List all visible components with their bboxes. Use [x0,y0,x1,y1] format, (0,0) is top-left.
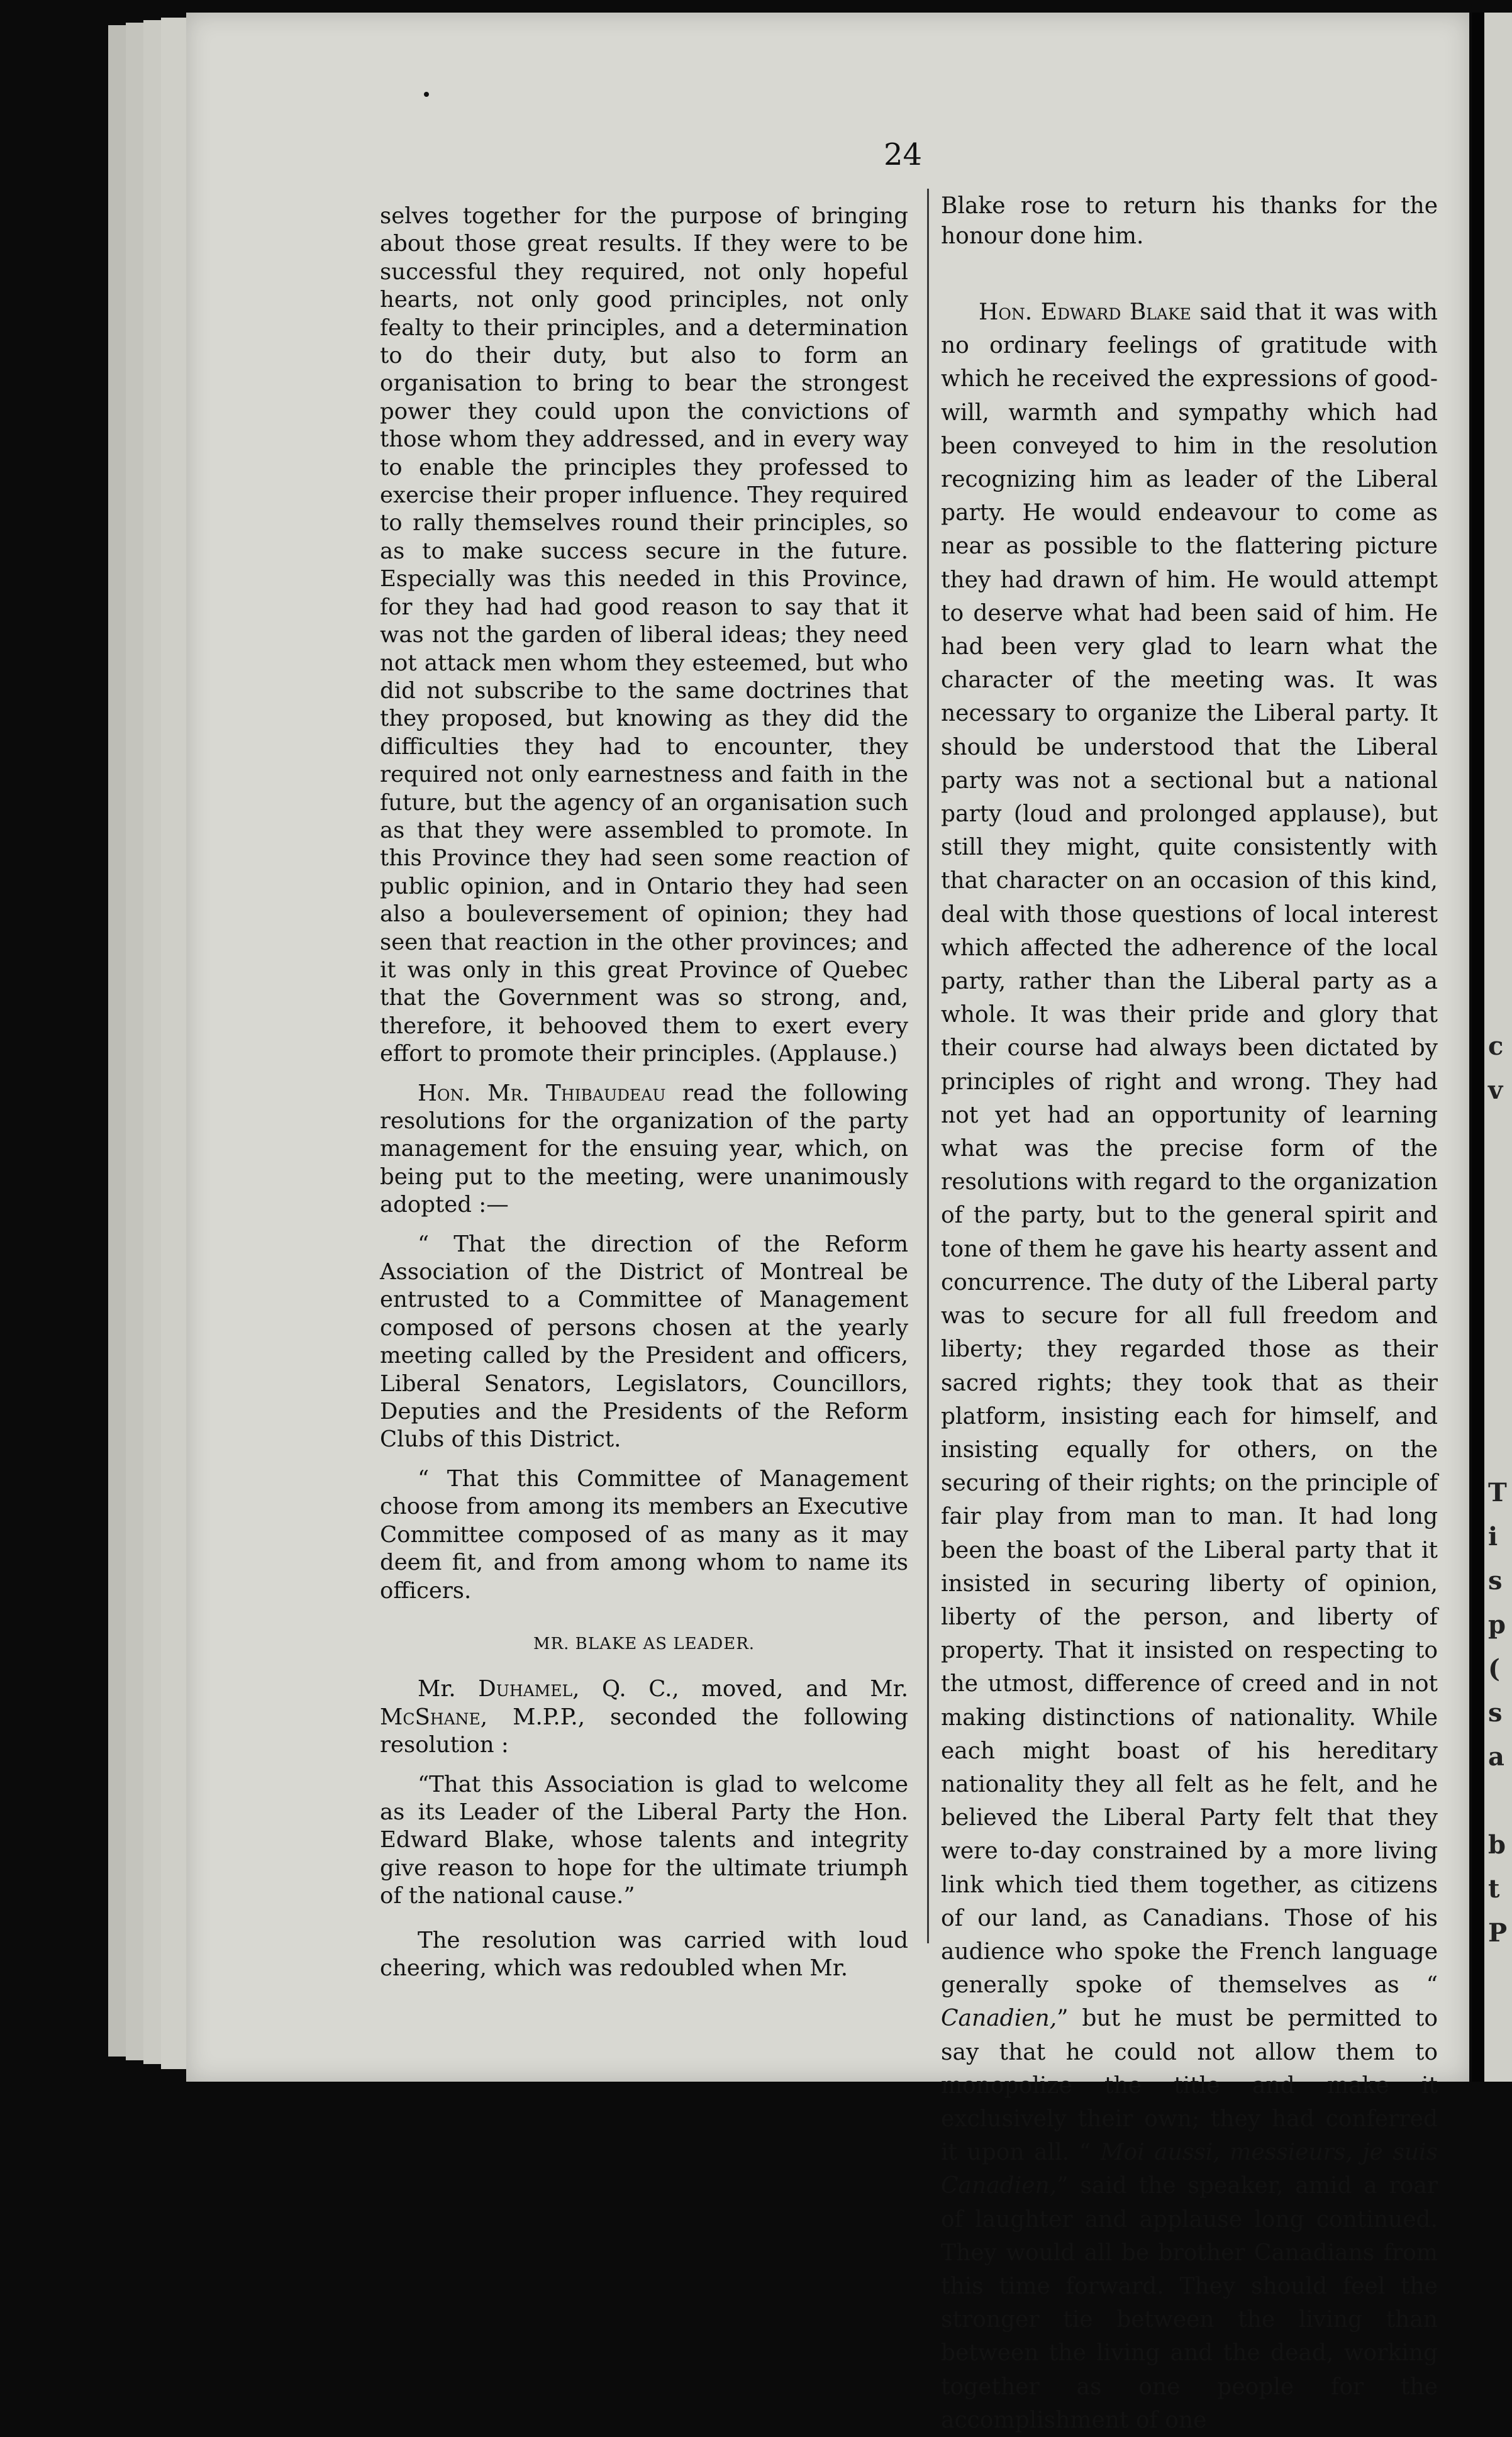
paragraph-text: said that it was with no ordinary feelings of gratitude with which he received the expressions of good-will, warmth and sympathy which had been conveyed to him in the resolution recognizing him as leader of the Liberal party. He would endeavour to come as near as possible to the flattering picture they had drawn of him. He would attempt to deserve what had been said of him. He had been very glad to learn what the character of the meeting was. It was necessary to organize the Liberal party. It should be understood that the Liberal party was not a sectional but a national party (loud and prolonged applause), but still they might, quite consistently with that character on an occasion of this kind, deal with those questions of local interest which affected the adherence of the local party, rather than the Liberal party as a whole. It was their pride and glory that their course had always been dictated by principles of right and wrong. They had not yet had an opportunity of learning what was the precise form of the resolutions with regard to the organization of the party, but to the general spirit and tone of them he gave his hearty assent and concurrence. The duty of the Liberal party was to secure for all full freedom and liberty; they regarded those as their sacred rights; they took that as their platform, insisting each for himself, and insisting equally for others, on the securing of their rights; on the principle of fair play from man to man. It had long been the boast of the Liberal party that it insisted in securing liberty of opinion, liberty of the person, and liberty of property. That it insisted on respecting to the utmost, difference of creed and in not making distinctions of nationality. While each might boast of his hereditary nationality they all felt as he felt, and he believed the Liberal Party felt that they were to-day constrained by a more living link which tied them together, as citizens of our land, as Canadians. Those of his audience who spoke the French language generally spoke of themselves as “ [941,299,1438,1999]
seconder-name: McShane [380,1704,481,1730]
section-heading: MR. BLAKE AS LEADER. [533,1634,755,1653]
paragraph-text: ” but he must be permitted to say that he could not allow them to monopolize the title and make it exclusively their own; they had conferred it upon all. “ [941,2006,1438,2166]
italic-text: Moi aussi, messieurs, je suis Canadien, [941,2140,1438,2199]
next-page-edge [1484,13,1512,2082]
paragraph-text: Mr. [418,1676,479,1702]
next-page-glyph: b [1488,1830,1506,1860]
resolution-quote: “ That this Committee of Management choose from among its members an Executive Committee composed of as many as it may deem fit, and from among whom to name its officers. [380,1465,908,1604]
speaker-name: Hon. Edward Blake [979,299,1191,325]
paragraph-text: , M.P.P., seconded the following resolution : [380,1704,908,1758]
resolution-quote: “That this Association is glad to welcome as its Leader of the Liberal Party the Hon. Edward Blake, whose talents and integrity give reason to hope for the ultimate triumph of the national cause.” [380,1771,908,1909]
next-page-glyph: s [1488,1698,1503,1728]
italic-text: Canadien, [941,2006,1057,2032]
next-page-glyph: P [1488,1918,1508,1948]
paragraph [380,1080,908,1219]
next-page-glyph: s [1488,1566,1503,1596]
book-gutter [1472,13,1484,2082]
next-page-glyph: c [1488,1031,1504,1061]
paragraph: The resolution was carried with loud cheering, which was redoubled when Mr. [380,1927,908,1981]
page-number: 24 [884,137,923,172]
resolution-quote: “ That the direction of the Reform Association of the District of Montreal be entrusted to a Committee of Management composed of persons chosen at the yearly meeting called by the President and officers, Liberal Senators, Legislators, Councillors, Deputies and the Presidents of the Reform Clubs of this District. [380,1231,908,1453]
next-page-glyph: p [1488,1610,1506,1640]
paragraph-text: , Q. C., moved, and Mr. [572,1676,908,1702]
paragraph-text: ” said the speaker, amid a roar of laughter and applause long continued. They would all be brother Canadians from this time forward. They should feel the stronger tie between the living than between the living and the dead, working together as one people for the accomplishment of one [941,2173,1438,2433]
left-column [380,203,908,1982]
next-page-glyph: a [1488,1742,1504,1772]
paragraph-text: read the following resolutions for the organization of the party management for the ensuing year, which, on being put to the meeting, were unanimously adopted :— [380,1080,908,1218]
right-column [941,296,1438,2437]
ink-speck [424,92,429,97]
paragraph: selves together for the purpose of bringing about those great results. If they were to be successful they required, not only hopeful hearts, not only good principles, not only fealty to their principles, and a determination to do their duty, but also to form an organisation to bring to bear the strongest power they could upon the convictions of those whom they addressed, and in every way to enable the principles they professed to exercise their proper influence. They required to rally themselves round their principles, so as to make success secure in the future. Especially was this needed in this Province, for they had had good reason to say that it was not the garden of liberal ideas; they need not attack men whom they esteemed, but who did not subscribe to the same doctrines that they proposed, but knowing as they did the difficulties they had to encounter, they required not only earnestness and faith in the future, but the agency of an organisation such as that they were assembled to promote. In this Province they had seen some reaction of public opinion, and in Ontario they had seen also a bouleversement of opinion; they had seen that reaction in the other provinces; and it was only in this great Province of Quebec that the Government was so strong, and, therefore, it behooved them to exert every effort to promote their principles. (Applause.) [380,203,908,1067]
right-column-intro [941,191,1438,252]
next-page-glyph: T [1488,1478,1507,1507]
next-page-glyph: i [1488,1522,1498,1552]
next-page-glyph: t [1488,1874,1500,1904]
speaker-name: Hon. Mr. Thibaudeau [418,1080,666,1106]
paragraph: Blake rose to return his thanks for the honour done him. [941,193,1438,249]
paragraph [380,1675,908,1759]
page-edge [161,18,188,2069]
next-page-glyph: ( [1488,1654,1500,1684]
paragraph [941,296,1438,2437]
mover-name: Duhamel [478,1676,573,1702]
column-rule [927,189,929,1943]
next-page-glyph: v [1488,1075,1503,1105]
